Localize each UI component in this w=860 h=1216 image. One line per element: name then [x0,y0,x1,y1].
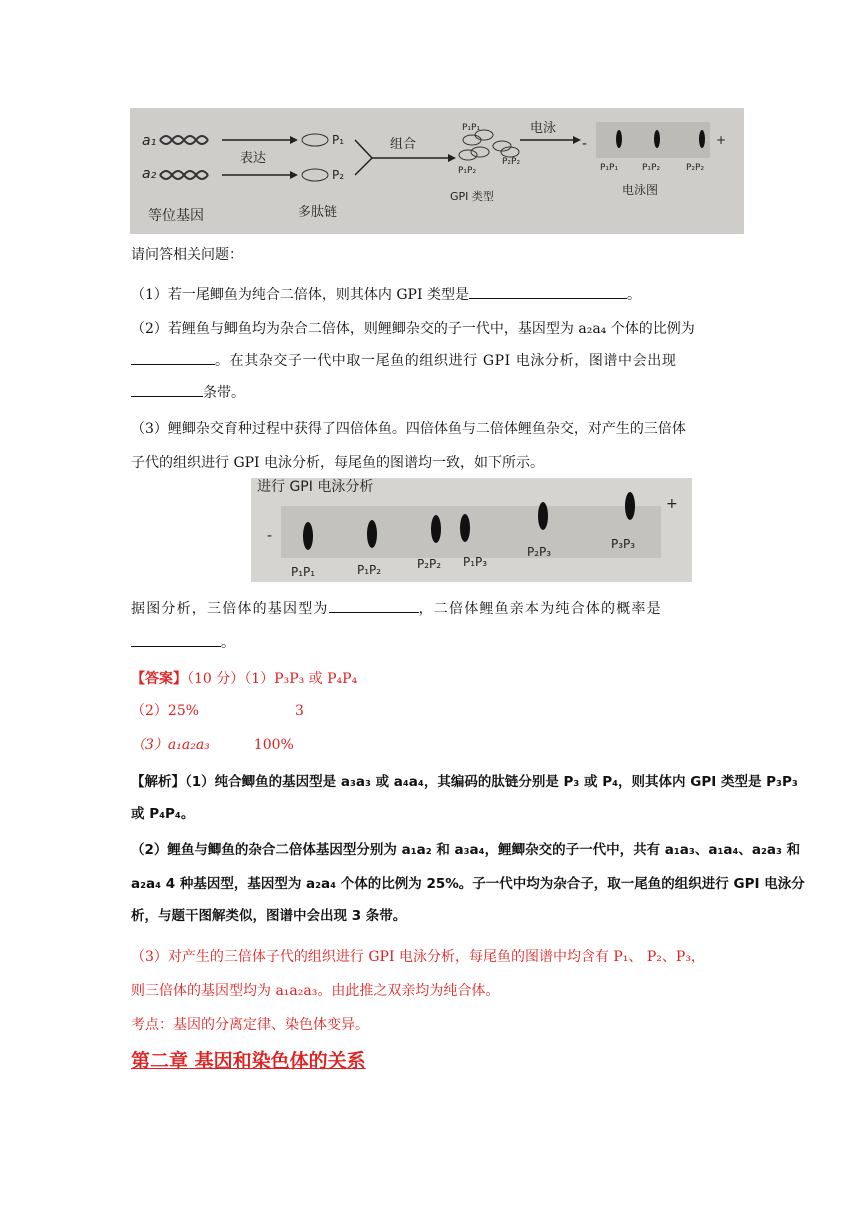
gel2-plus: + [666,496,678,512]
lane2-p1p2: P₁P₂ [357,563,382,577]
q2-blank-1 [131,350,215,365]
peptide-p2 [302,169,328,181]
analysis-p1a: 【解析】（1）纯合鲫鱼的基因型是 a₃a₃ 或 a₄a₄，其编码的肽链分别是 P₃ 或 P₄，则其体内 GPI 类型是 P₃P₃ [131,774,798,790]
polypeptide-caption: 多肽链 [298,205,338,220]
gel-caption: 电泳图 [622,183,659,197]
band2-p1p1 [303,522,313,550]
gel-caption-top: 进行 GPI 电泳分析 [257,479,374,495]
answer-line-2: （2）25% 3 [131,703,304,719]
answer-line-3: （3）a₁a₂a₃ 100% [131,737,294,753]
triploid-gel-figure [251,478,692,582]
intro-text: 请问答相关问题： [131,247,243,263]
analysis-label: 【解析】 [131,774,185,790]
gel-strip-2 [281,506,661,558]
band-p1p1 [616,130,622,148]
gpi-type-caption: GPI 类型 [450,190,494,203]
question-3b-line2: 。 [131,632,235,652]
lane-p1p2: P₁P₂ [642,163,661,173]
alleles-caption: 等位基因 [148,208,204,224]
p2-label: P₂ [332,168,345,182]
question-2-line3: 条带。 [131,382,245,402]
lane2-p3p3: P₃P₃ [611,537,636,551]
band2-p2p3 [538,502,548,530]
band-p2p2 [699,130,705,148]
answer-label: 【答案】 [131,671,187,687]
analysis-p3a: （3）对产生的三倍体子代的组织进行 GPI 电泳分析，每尾鱼的图谱中均含有 P₁、 P₂、P₃， [131,949,705,965]
band2-p2p2 [431,515,441,543]
q3b-blank-2 [131,632,221,647]
lane2-p1p1: P₁P₁ [291,565,316,579]
gel-strip [596,122,710,158]
gel-plus: + [716,133,727,147]
band2-p3p3 [625,492,635,520]
question-1: （1）若一尾鲫鱼为纯合二倍体，则其体内 GPI 类型是 。 [131,284,641,304]
gel2-minus: - [267,528,273,544]
answer-line-1: 【答案】（10 分）（1）P₃P₃ 或 P₄P₄ [131,671,358,687]
q3b-blank-1 [329,598,419,613]
chapter-title: 第二章 基因和染色体的关系 [131,1050,366,1072]
allele-a1-label: a₁ [142,133,157,149]
lane2-p2p2: P₂P₂ [417,557,442,571]
question-3b-line1: 据图分析，三倍体的基因型为 ，二倍体鲤鱼亲本为纯合体的概率是 [131,598,662,618]
lane2-p2p3: P₂P₃ [527,545,552,559]
combine-label: 组合 [390,137,417,152]
question-3-line2: 子代的组织进行 GPI 电泳分析，每尾鱼的图谱均一致，如下所示。 [131,455,545,471]
allele-a2-label: a₂ [142,166,157,182]
question-2-line1: （2）若鲤鱼与鲫鱼均为杂合二倍体，则鲤鲫杂交的子一代中，基因型为 a₂a₄ 个体的比例为 [131,321,695,337]
p1-label: P₁ [332,133,345,147]
analysis-p2b: a₂a₄ 4 种基因型，基因型为 a₂a₄ 个体的比例为 25%。子一代中均为杂合子，取一尾鱼的组织进行 GPI 电泳分 [131,876,805,892]
gpi-process-figure [130,108,744,234]
question-2-line2: 。在其杂交子一代中取一尾鱼的组织进行 GPI 电泳分析，图谱中会出现 [131,350,676,370]
analysis-p2a: （2）鲤鱼与鲫鱼的杂合二倍体基因型分别为 a₁a₂ 和 a₃a₄，鲤鲫杂交的子一代中，共有 a₁a₃、a₁a₄、a₂a₃ 和 [131,842,801,858]
lane-p2p2: P₂P₂ [686,163,705,173]
band2-p1p3 [460,514,470,542]
q1-blank [469,284,627,299]
analysis-p3b: 则三倍体的基因型均为 a₁a₂a₃。由此推之双亲均为纯合体。 [131,983,500,999]
lane2-p1p3: P₁P₃ [463,555,488,569]
gpi-process-diagram [130,108,744,234]
gpi-p1p1-label: P₁P₁ [462,123,481,133]
analysis-p1b: 或 P₄P₄。 [131,806,195,822]
peptide-p1 [302,134,328,146]
q2-blank-2 [131,382,203,397]
gpi-p2p2-label: P₂P₂ [502,157,521,167]
band2-p1p2 [367,520,377,548]
kaodian: 考点：基因的分离定律、染色体变异。 [131,1017,369,1033]
band-p1p2 [654,130,660,148]
lane-p1p1: P₁P₁ [600,163,619,173]
gpi-p1p2-label: P₁P₂ [458,166,477,176]
triploid-gel-diagram [251,478,692,582]
gel-minus: - [582,136,588,152]
analysis-p2c: 析，与题干图解类似，图谱中会出现 3 条带。 [131,908,407,924]
electrophoresis-label: 电泳 [530,121,557,136]
question-3-line1: （3）鲤鲫杂交育种过程中获得了四倍体鱼。四倍体鱼与二倍体鲤鱼杂交，对产生的三倍体 [131,421,686,437]
expression-label: 表达 [240,151,267,166]
